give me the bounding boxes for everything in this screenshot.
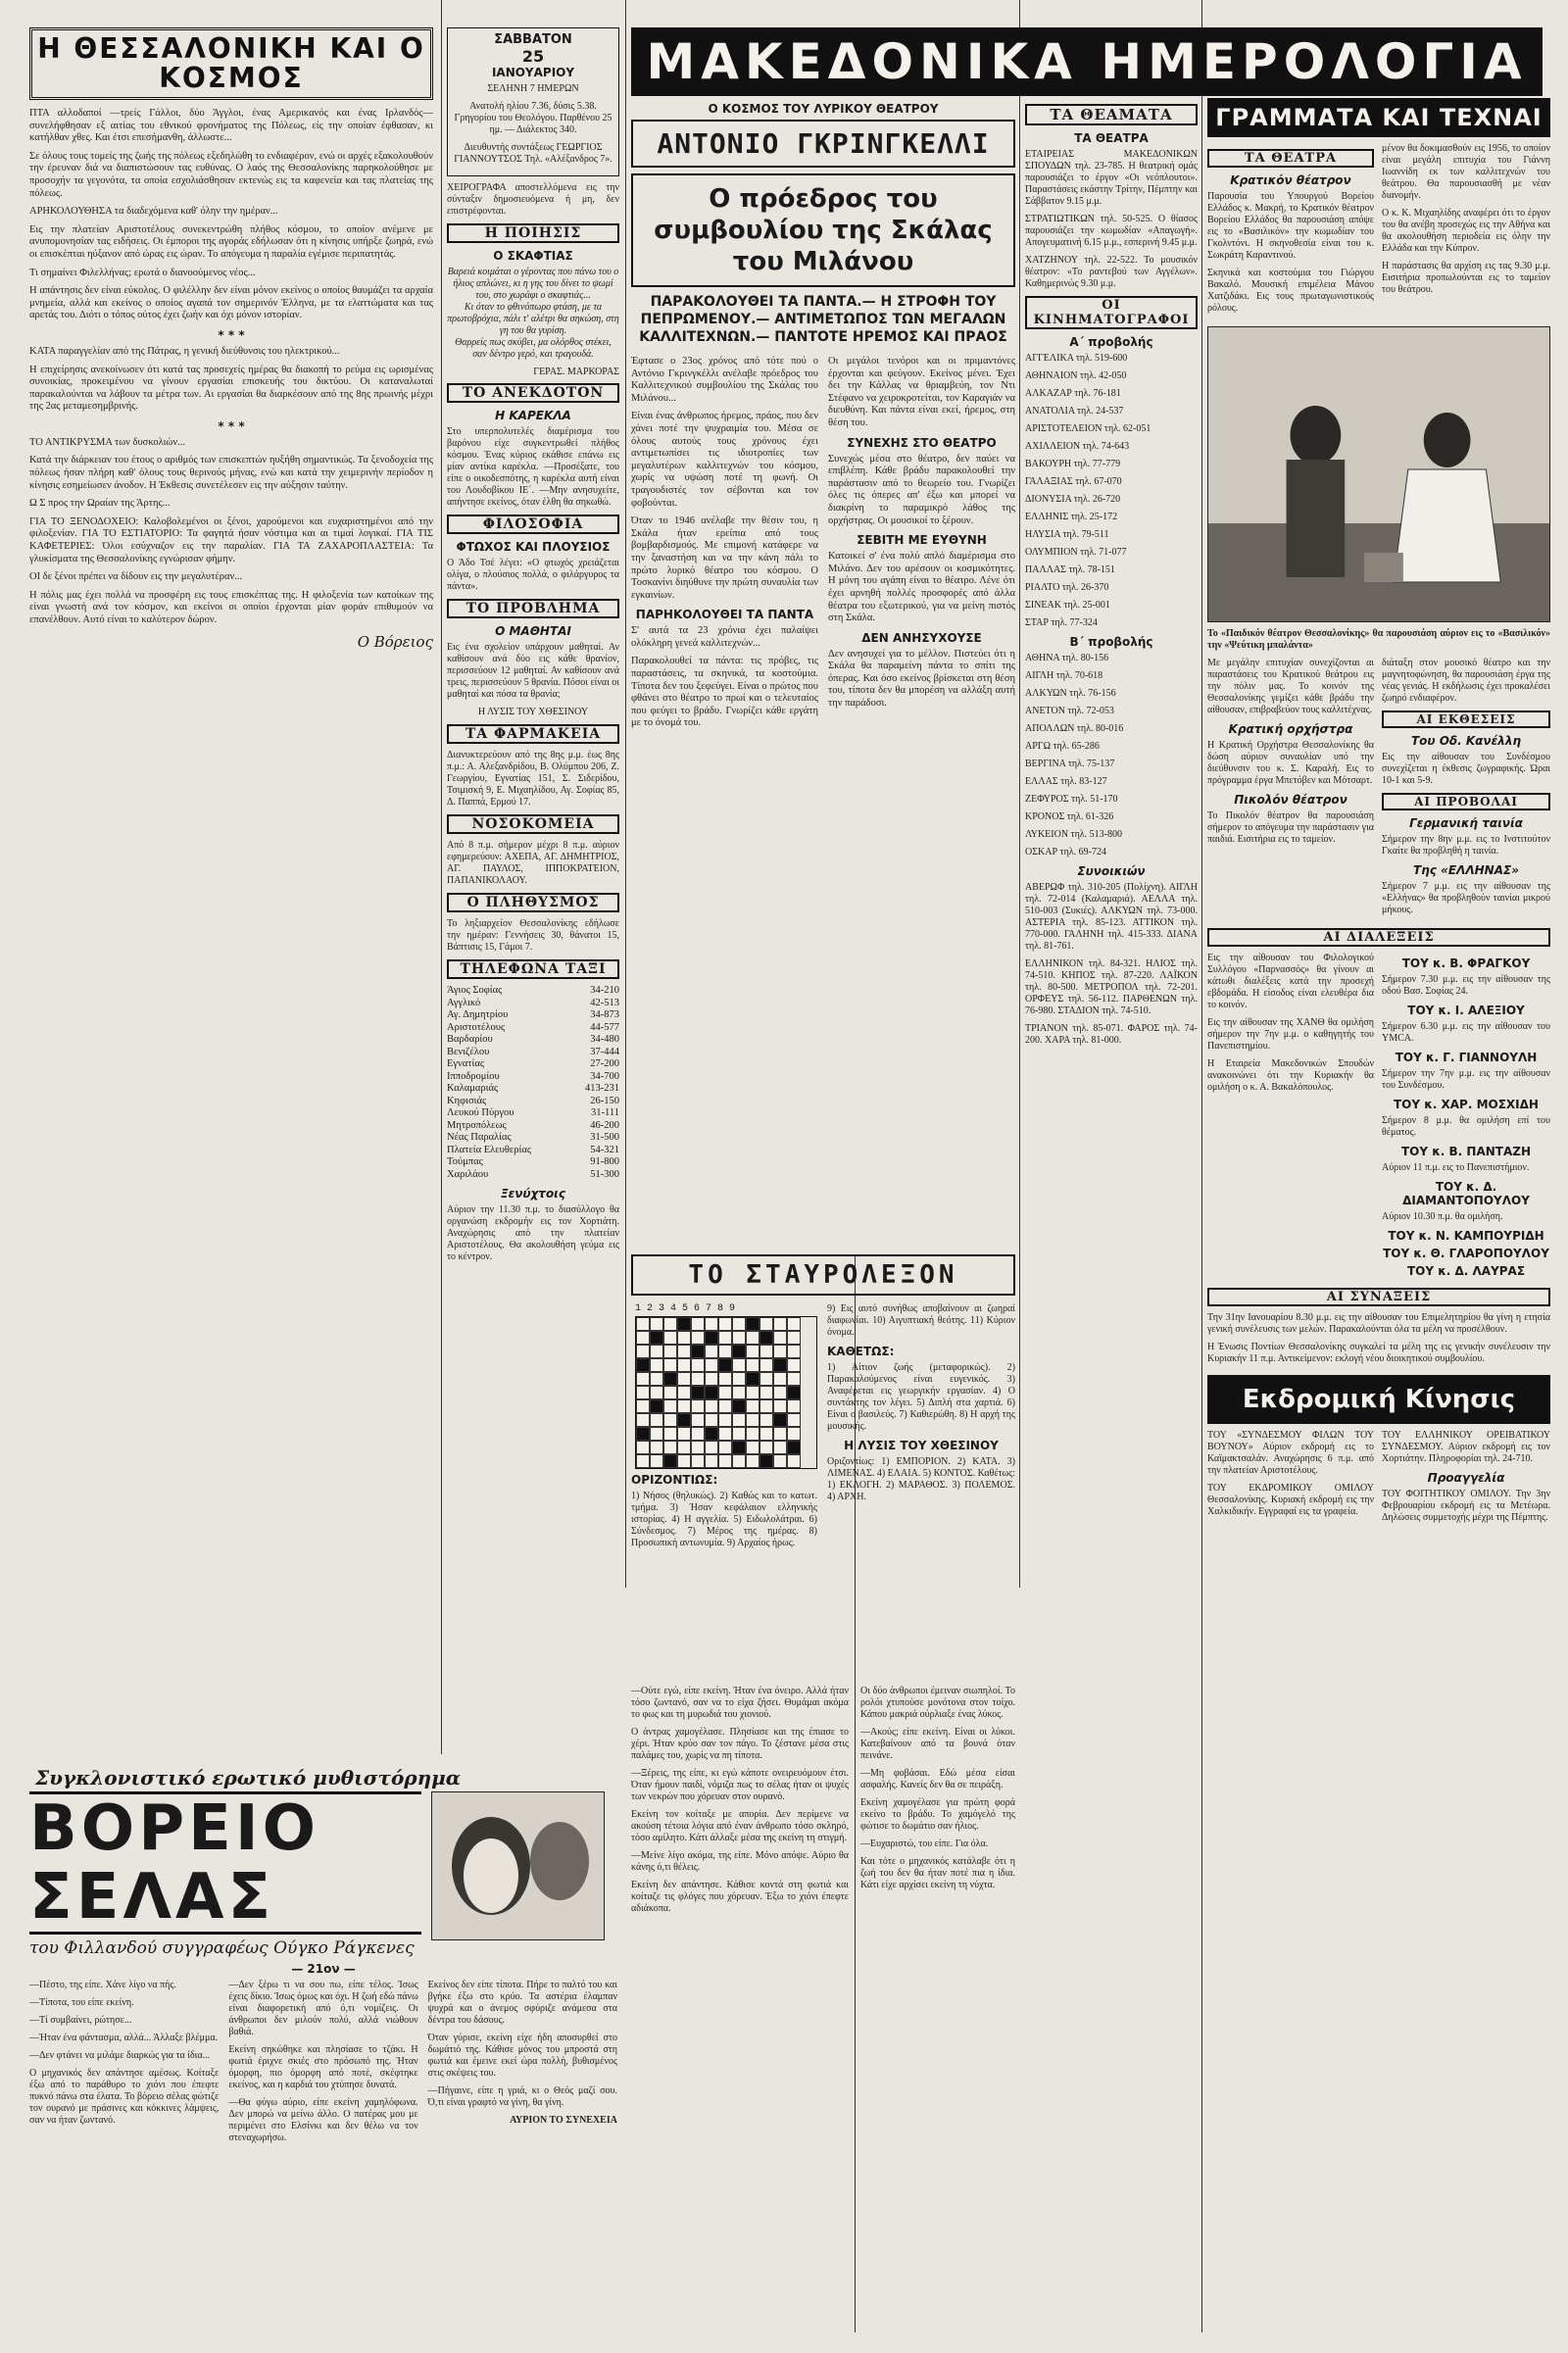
serial-line: —Πέστο, της είπε. Χάνε λίγο να πής. (29, 1980, 176, 1990)
exhibitions-heading: ΑΙ ΕΚΘΕΣΕΙΣ (1382, 711, 1550, 728)
article-paragraph-4: ΚΑΤΑ παραγγελίαν από της Πάτρας, η γενική διεύθυνσις του ηλεκτρικού... (29, 345, 340, 357)
cinema-entry: ΛΥΚΕΙΟΝ τηλ. 513-800 (1025, 829, 1122, 840)
taxi-row: Χαριλάου 51-300 (447, 1168, 619, 1180)
population-heading: Ο ΠΛΗΘΥΣΜΟΣ (447, 893, 619, 912)
article-paragraph-filler: Η πόλις μας έχει πολλά να προσφέρη εις τους επισκέπτας της. Η φιλοξενία των κατοίκων της είναι γνωστή ανά τον κόσμον, και εκείνοι οι οποίοι έρχονται μίαν φοράν επιθυμούν να επανέλθουν. Αυτό είναι το καλύτερον δώρον. (29, 589, 433, 625)
cinema-entry: ΡΙΑΛΤΟ τηλ. 26-370 (1025, 582, 1109, 593)
cinema-entry: ΟΣΚΑΡ τηλ. 69-724 (1025, 847, 1106, 858)
arts-theaters-heading: ΤΑ ΘΕΑΤΡΑ (1207, 149, 1374, 168)
cinema-entry: ΓΑΛΑΞΙΑΣ τηλ. 67-070 (1025, 476, 1122, 487)
date-box: ΣΑΒΒΑΤΟΝ 25 ΙΑΝΟΥΑΡΙΟΥ ΣΕΛΗΝΗ 7 ΗΜΕΡΩΝ Ανατολή ηλίου 7.36, δύσις 5.38. Γρηγορίου του Θεολόγου. Παρθένου 25 ημ. — Διάλεκτος 340. Διευθυντής συντάξεως ΓΕΩΡΓΙΟΣ ΓΙΑΝΝΟΥΤΣΟΣ Τηλ. «Αλέξανδρος 7». (447, 27, 619, 176)
serial-end-note: ΑΥΡΙΟΝ ΤΟ ΣΥΝΕΧΕΙΑ (510, 2115, 617, 2126)
pharmacies-heading: ΤΑ ΦΑΡΜΑΚΕΙΑ (447, 724, 619, 744)
orchestra-label: Κρατική ορχήστρα (1228, 722, 1353, 736)
lower-center-text: —Ούτε εγώ, είπε εκείνη. Ήταν ένα όνειρο. Αλλά ήταν τόσο ζωντανό, σαν να το είχα ζήσει. Θυμάμαι ακόμα το φως και τη μυρωδιά του χιονιού. Ο άντρας χαμογέλασε. Πλησίασε και της έπιασε το χέρι. Ήταν κρύο σαν τον πάγο. Το ζέστανε μέσα στις παλάμες του, χωρίς να πη τίποτα. —Ξέρεις, της είπε, κι εγώ κάποτε ονειρευόμουν έτσι. Όταν ήμουν παιδί, νόμιζα πως το σέλας ήταν οι ψυχές των νεκρών που χόρευαν στον ουρανό. Εκείνη τον κοίταξε με απορία. Δεν περίμενε να ακούση τέτοια λόγια από έναν άνθρωπο τόσο σκληρό, τόσο αμίλητο. Κάτι άλλαξε μέσα της εκείνη τη στιγμή. —Μείνε λίγο ακόμα, της είπε. Μόνο απόψε. Αύριο θα κάνης ό,τι θέλεις. Εκείνη δεν απάντησε. Κάθισε κοντά στη φωτιά και κοίταζε τις φλόγες που χόρευαν. Έξω το χιόνι έπεφτε αδιάκοπα. (631, 1686, 849, 1914)
poem-author: ΓΕΡΑΣ. ΜΑΡΚΟΡΑΣ (533, 367, 619, 377)
cinema-entry: ΑΧΙΛΛΕΙΟΝ τηλ. 74-643 (1025, 441, 1130, 452)
projection-item: Της «ΕΛΛΗΝΑΣ» (1413, 863, 1519, 877)
taxi-row: Κηφισιάς 26-150 (447, 1095, 619, 1106)
theaters-column: ΤΑ ΘΕΑΜΑΤΑ ΤΑ ΘΕΑΤΡΑ ΕΤΑΙΡΕΙΑΣ ΜΑΚΕΔΟΝΙΚΩΝ ΣΠΟΥΔΩΝ τηλ. 23-785. Η θεατρική ομάς παρουσιάζει το έργον «Οι νεόπλουτοι». Παραστάσεις εκάστην Τρίτην, Πέμπτην και Σάββατον 9.15 μ.μ. ΣΤΡΑΤΙΩΤΙΚΩΝ τηλ. 50-525. Ο θίασος παρουσιάζει την κωμωδίαν «Απαγωγή». Απογευματινή 6.15 μ.μ., εσπερινή 9.45 μ.μ. ΧΑΤΖΗΝΟΥ τηλ. 22-522. Το μουσικόν θέατρον: «Το ραντεβού των Αγγέλων». Καθημερινώς 9.30 μ.μ. ΟΙ ΚΙΝΗΜΑΤΟΓΡΑΦΟΙ Α΄ προβολής ΑΓΓΕΛΙΚΑ τηλ. 519-600 ΑΘΗΝΑΙΟΝ τηλ. 42-050 ΑΛΚΑΖΑΡ τηλ. 76-181 ΑΝΑΤΟΛΙΑ τηλ. 24-537 ΑΡΙΣΤΟΤΕΛΕΙΟΝ τηλ. 62-051 ΑΧΙΛΛΕΙΟΝ τηλ. 74-643 ΒΑΚΟΥΡΗ τηλ. 77-779 ΓΑΛΑΞΙΑΣ τηλ. 67-070 ΔΙΟΝΥΣΙΑ τηλ. 26-720 ΕΛΛΗΝΙΣ τηλ. 25-172 ΗΛΥΣΙΑ τηλ. 79-511 ΟΛΥΜΠΙΟΝ τηλ. 71-077 ΠΑΛΛΑΣ τηλ. 78-151 ΡΙΑΛΤΟ τηλ. 26-370 ΣΙΝΕΑΚ τηλ. 25-001 ΣΤΑΡ τηλ. 77-324 Β΄ προβολής ΑΘΗΝΑ τηλ. 80-156 ΑΙΓΛΗ τηλ. 70-618 ΑΛΚΥΩΝ τηλ. 76-156 ΑΝΕΤΟΝ τηλ. 72-053 ΑΠΟΛΛΩΝ τηλ. 80-016 ΑΡΓΩ τηλ. 65-286 ΒΕΡΓΙΝΑ τηλ. 75-137 ΕΛΛΑΣ τηλ. 83-127 ΖΕΦΥΡΟΣ τηλ. 51-170 ΚΡΟΝΟΣ τηλ. 61-326 ΛΥΚΕΙΟΝ τηλ. 513-800 ΟΣΚΑΡ τηλ. 69-724 Συνοικιών ΑΒΕΡΩΦ τηλ. 310-205 (Πολίχνη). ΑΙΓΛΗ τηλ. 72-014 (Καλαμαριά). ΑΕΛΛΑ τηλ. 510-003 (Συκιές). ΑΛΚΥΩΝ τηλ. 73-000. ΑΣΤΕΡΙΑ τηλ. 85-123. ΑΤΤΙΚΟΝ τηλ. 770-000. ΓΑΛΗΝΗ τηλ. 415-333. ΔΙΑΝΑ τηλ. 81-761. ΕΛΛΗΝΙΚΟΝ τηλ. 84-321. ΗΛΙΟΣ τηλ. 74-510. ΚΗΠΟΣ τηλ. 87-220. ΛΑΪΚΟΝ τηλ. 80-500. ΜΕΤΡΟΠΟΛ τηλ. 72-201. ΟΡΦΕΥΣ τηλ. 56-112. ΠΑΡΘΕΝΩΝ τηλ. 76-980. ΣΤΑΔΙΟΝ τηλ. 74-510. ΤΡΙΑΝΟΝ τηλ. 85-071. ΦΑΡΟΣ τηλ. 74-200. ΧΑΡΑ τηλ. 81-000. (1025, 106, 1198, 1046)
article-paragraph-filler: Η απάντησις δεν είναι εύκολος. Ο φιλέλλην δεν είναι μόνον εκείνος ο οποίος θαυμάζει τα αρχαία μνημεία, αλλά και εκείνος ο οποίος αγαπά τον σημερινόν Έλληνα, με τα ελαττώματα και τας αρετάς του. Διότι ο τόπος ούτος έχει ζωήν και όχι μόνον ιστορίαν. (29, 285, 433, 321)
first-run-heading: Α΄ προβολής (1069, 335, 1153, 349)
serial-line: —Ήταν ένα φάντασμα, αλλά... Άλλαξε βλέμμα. (29, 2033, 219, 2043)
feature-deck: ΠΑΡΑΚΟΛΟΥΘΕΙ ΤΑ ΠΑΝΤΑ.— Η ΣΤΡΟΦΗ ΤΟΥ ΠΕΠΡΩΜΕΝΟΥ.— ΑΝΤΙΜΕΤΩΠΟΣ ΤΩΝ ΜΕΓΑΛΩΝ ΚΑΛΛΙΤΕΧΝΩΝ.— ΠΑΝΤΟΤΕ ΗΡΕΜΟΣ ΚΑΙ ΠΡΑΟΣ (639, 294, 1007, 345)
taxi-row: Τούμπας 91-800 (447, 1156, 619, 1167)
serial-line: —Τί συμβαίνει, ρώτησε... (29, 2015, 132, 2026)
serial-section: Συγκλονιστικό ερωτικό μυθιστόρημα ΒΟΡΕΙΟ ΣΕΛΑΣ του Φιλλανδού συγγραφέως Ούγκο Ράγκενες — 21ον — —Πέστο, της είπε. Χάνε λίγο να πής. —Τίποτα, του είπε εκείνη. —Τί συμβαίνει, ρώτησε... —Ήταν ένα φάντασμα, αλλά... Άλλαξε βλέμμα. —Δεν φτάνει να μιλάμε διαρκώς για τα ίδια... Ο μηχανικός δεν απάντησε αμέσως. Κοίταξε έξω από το παράθυρο το χιόνι που έπεφτε πυκνό πάνω στα έλατα. Το βόρειο σέλας φώτιζε τον ουρανό με πράσινες και κόκκινες λάμψεις, σαν να ήταν ζωντανό. —Δεν ξέρω τι να σου πω, είπε τέλος. Ίσως έχεις δίκιο. Ίσως όμως και όχι. Η ζωή εδώ πάνω είναι διαφορετική από ό,τι νομίζεις. Οι άνθρωποι δεν μιλούν πολύ, αλλά νιώθουν βαθιά. Εκείνη σηκώθηκε και πλησίασε το τζάκι. Η φωτιά έριχνε σκιές στο πρόσωπό της. Ήταν όμορφη, πιο όμορφη από ποτέ, σκέφτηκε εκείνος, και η καρδιά του χτύπησε δυνατά. —Θα φύγω αύριο, είπε εκείνη χαμηλόφωνα. Δεν μπορώ να μείνω άλλο. Ο πατέρας μου με περιμένει στο Ελσίνκι και δεν θέλω να τον στεναχωρήσω. Εκείνος δεν είπε τίποτα. Πήρε το παλτό του και βγήκε έξω στο κρύο. Τα αστέρια έλαμπαν ψυχρά και ο άνεμος σφύριζε ανάμεσα στα δέντρα του δάσους. Όταν γύρισε, εκείνη είχε ήδη αποσυρθεί στο δωμάτιό της. Κάθισε μόνος του μπροστά στη φωτιά και έμεινε εκεί ώρα πολλή, βυθισμένος στις σκέψεις του. —Πήγαινε, είπε η γριά, κι ο Θεός μαζί σου. Ό,τι είναι γραφτό να γίνη, θα γίνη. ΑΥΡΙΟΝ ΤΟ ΣΥΝΕΧΕΙΑ (29, 1766, 617, 2143)
date-day: ΣΑΒΒΑΤΟΝ (494, 32, 572, 47)
cinema-entry: ΣΙΝΕΑΚ τηλ. 25-001 (1025, 600, 1110, 611)
feature-kicker: Ο ΚΟΣΜΟΣ ΤΟΥ ΛΥΡΙΚΟΥ ΘΕΑΤΡΟΥ (708, 102, 939, 116)
feature-headline: Ο πρόεδρος του συμβουλίου της Σκάλας του Μιλάνου (654, 184, 993, 276)
piccolo-label: Πικολόν θέατρον (1234, 793, 1348, 807)
moon-info: ΣΕΛΗΝΗ 7 ΗΜΕΡΩΝ (487, 83, 579, 94)
article-signature: Ο Βόρειος (357, 632, 433, 651)
suburbs-heading: Συνοικιών (1077, 864, 1146, 878)
serial-illustration (431, 1791, 605, 1940)
cinema-entry: ΑΝΕΤΟΝ τηλ. 72-053 (1025, 706, 1114, 716)
taxi-row: Αγγλικό 42-513 (447, 997, 619, 1008)
left-column: Η ΘΕΣΣΑΛΟΝΙΚΗ ΚΑΙ Ο ΚΟΣΜΟΣ ΠΤΑ αλλοδαποί —τρείς Γάλλοι, δύο Άγγλοι, ένας Αμερικανός και ένας Ιρλανδός— συνελήφθησαν εξ αιτίας του εθνικού φρονήματος της Πόλεως, είς την οποίαν έφθασαν, κι κατήλθαν χθες. Και έτσι επεσήμανθη, άλλωστε... Σε όλους τους τομείς της ζωής της πόλεως εξεδηλώθη το ενδιαφέρον, ενώ οι αρχές εξακολουθούν την έρευναν διά να διαπιστώσουν τας ευθύνας. Ο λαός της Θεσσαλονίκης παρηκολούθησε με προσοχήν τα γεγονότα, τα οποία εσχολιάσθησαν εκτενώς εις τα καφενεία και τας πλατείας της πόλεως. ΑΡΗΚΟΛΟΥΘΗΣΑ τα διαδεχόμενα καθ' όλην την ημέραν... Εις την πλατείαν Αριστοτέλους συνεκεντρώθη πλήθος κόσμου, το οποίον ανέμενε με ανυπομονησίαν τας ειδήσεις. Οι έμποροι της αγοράς εδήλωσαν ότι η κίνησις υπήρξε ζωηρά, ενώ οι επισκέπται ηύξανον από ώρας εις ώραν. Το απόγευμα η παραλία εγέμισε περιπατητάς. Τι σημαίνει Φιλελλήνας; ερωτά ο διανοούμενος νέος... Η απάντησις δεν είναι εύκολος. Ο φιλέλλην δεν είναι μόνον εκείνος ο οποίος θαυμάζει τα αρχαία μνημεία, αλλά και εκείνος ο οποίος αγαπά τον σημερινόν Έλληνα, με τα ελαττώματα και τας αρετάς του. Διότι ο τόπος ούτος έχει ζωήν και όχι μόνον ιστορίαν. * * * ΚΑΤΑ παραγγελίαν από της Πάτρας, η γενική διεύθυνσις του ηλεκτρικού... Η επιχείρησις ανεκοίνωσεν ότι κατά τας προσεχείς ημέρας θα διακοπή το ρεύμα εις ωρισμένας συνοικίας, προκειμένου να γίνουν εργασίαι επισκευής του δικτύου. Οι καταναλωταί παρακαλούνται να λάβουν τα μέτρα των. Αι εργασίαι θα διαρκέσουν από της 8ης πρωινής μέχρι της 2ας μεταμεσημβρινής. * * * ΤΟ ΑΝΤΙΚΡΥΣΜΑ των δυσκολιών... Κατά την διάρκειαν του έτους ο αριθμός των επισκεπτών ηυξήθη σημαντικώς. Τα ξενοδοχεία της πόλεως ήσαν πλήρη καθ' όλους τους θερινούς μήνας, ενώ και κατά την χειμερινήν περίοδον η κίνησις εσημείωσεν άνοδον. Η Έκθεσις συνετέλεσεν εις την αύξησιν ταύτην. Ω Σ προς την Ωραίαν της Άρτης... ΓΙΑ ΤΟ ΞΕΝΟΔΟΧΕΙΟ: Καλοβολεμένοι οι ξένοι, χαρούμενοι και ευχαριστημένοι από την φιλοξενίαν. ΓΙΑ ΤΟ ΕΣΤΙΑΤΟΡΙΟ: Τα φαγητά ήσαν νόστιμα και αι τιμαί λογικαί. ΓΙΑ ΤΙΣ ΚΑΦΕΤΕΡΙΕΣ: Όλοι εσύχναζον εις την παραλίαν. ΓΙΑ ΤΑ ΖΑΧΑΡΟΠΛΑΣΤΕΙΑ: Τα γλυκίσματα της Θεσσαλονίκης εγνώρισαν φήμην. ΟΙ δε ξένοι πρέπει να δίδουν εις την μεγαλυτέραν... Η πόλις μας έχει πολλά να προσφέρη εις τους επισκέπτας της. Η φιλοξενία των κατοίκων της είναι γνωστή ανά τον κόσμον, και εκείνοι οι οποίοι έρχονται μίαν φοράν επιθυμούν να επανέλθουν. Αυτό είναι το καλύτερον δώρον. Ο Βόρειος (29, 27, 433, 1752)
taxi-row: Εγνατίας 27-200 (447, 1058, 619, 1069)
poetry-heading: Η ΠΟΙΗΣΙΣ (447, 223, 619, 243)
lecturer-name: ΤΟΥ κ. Δ. ΔΙΑΜΑΝΤΟΠΟΥΛΟΥ (1402, 1180, 1530, 1207)
feature-subhead: ΠΑΡΗΚΟΛΟΥΘΕΙ ΤΑ ΠΑΝΤΑ (635, 608, 814, 622)
article-paragraph-5: ΤΟ ΑΝΤΙΚΡΥΣΜΑ των δυσκολιών... (29, 436, 185, 448)
lower-center-text-2: Οι δύο άνθρωποι έμειναν σιωπηλοί. Το ρολόι χτυπούσε μονότονα στον τοίχο. Κάπου μακριά ούρλιαξε ένας λύκος. —Ακούς; είπε εκείνη. Είναι οι λύκοι. Κατεβαίνουν από τα βουνά όταν πεινάνε. —Μη φοβάσαι. Εδώ μέσα είσαι ασφαλής. Κανείς δεν θα σε πειράξη. Εκείνη χαμογέλασε για πρώτη φορά εκείνο το βράδυ. Το χαμόγελό της φώτισε το δωμάτιο σαν ήλιος. —Ευχαριστώ, του είπε. Για όλα. Και τότε ο μηχανικός κατάλαβε ότι η ζωή του δεν θα ήταν ποτέ πια η ίδια. Κάτι είχε αρχίσει εκείνη τη νύχτα. (860, 1686, 1015, 1890)
article-paragraph-3: Τι σημαίνει Φιλελλήνας; ερωτά ο διανοούμενος νέος... (29, 267, 256, 278)
problem-subtitle: Ο ΜΑΘΗΤΑΙ (495, 624, 571, 638)
second-run-heading: Β΄ προβολής (1069, 635, 1153, 649)
lecturer-name: ΤΟΥ κ. Β. ΠΑΝΤΑΖΗ (1401, 1145, 1531, 1158)
cinema-entry: ΑΓΓΕΛΙΚΑ τηλ. 519-600 (1025, 353, 1128, 364)
article-paragraph-filler: Εις την πλατείαν Αριστοτέλους συνεκεντρώθη πλήθος κόσμου, το οποίον ανέμενε με ανυπομονησίαν τας ειδήσεις. Οι έμποροι της αγοράς εδήλωσαν ότι η κίνησις υπήρξε ζωηρά, ενώ οι επισκέπται ηύξανον από ώρας εις ώραν. Το απόγευμα η παραλία εγέμισε περιπατητάς. (29, 223, 433, 260)
cinema-entry: ΑΡΙΣΤΟΤΕΛΕΙΟΝ τηλ. 62-051 (1025, 423, 1152, 434)
anecdote-heading: ΤΟ ΑΝΕΚΔΟΤΟΝ (447, 383, 619, 403)
night-note: Ξενύχτοις (501, 1187, 565, 1201)
lectures-heading: ΑΙ ΔΙΑΛΕΞΕΙΣ (1207, 928, 1550, 947)
philosophy-heading: ΦΙΛΟΣΟΦΙΑ (447, 515, 619, 534)
cinema-entry: ΒΕΡΓΙΝΑ τηλ. 75-137 (1025, 759, 1115, 769)
date-month: ΙΑΝΟΥΑΡΙΟΥ (491, 66, 575, 79)
cinema-entry: ΚΡΟΝΟΣ τηλ. 61-326 (1025, 811, 1114, 822)
taxi-row: Βενιζέλου 37-444 (447, 1046, 619, 1057)
serial-kicker: Συγκλονιστικό ερωτικό μυθιστόρημα (35, 1766, 462, 1789)
crossword-heading: ΤΟ ΣΤΑΥΡΟΛΕΞΟΝ (631, 1254, 1015, 1296)
solution-heading: Η ΛΥΣΙΣ ΤΟΥ ΧΘΕΣΙΝΟΥ (844, 1439, 999, 1452)
vertical-heading: ΚΑΘΕΤΩΣ: (827, 1345, 895, 1358)
cinema-entry: ΟΛΥΜΠΙΟΝ τηλ. 71-077 (1025, 547, 1127, 558)
article-paragraph-6: Ω Σ προς την Ωραίαν της Άρτης... (29, 498, 171, 510)
horizontal-heading: ΟΡΙΖΟΝΤΙΩΣ: (631, 1473, 718, 1487)
serial-title: ΒΟΡΕΙΟ ΣΕΛΑΣ (29, 1791, 421, 1935)
cinema-entry: ΑΛΚΥΩΝ τηλ. 76-156 (1025, 688, 1116, 699)
thessaloniki-headline: Η ΘΕΣΣΑΛΟΝΙΚΗ ΚΑΙ Ο ΚΟΣΜΟΣ (29, 27, 433, 100)
photo-caption: Το «Παιδικόν θέατρον Θεσσαλονίκης» θα παρουσιάση αύριον εις το «Βασιλικόν» την «Ψεύτικη μπαλάντα» (1207, 628, 1550, 651)
article-paragraph-1: ΠΤΑ αλλοδαποί —τρείς Γάλλοι, δύο Άγγλοι, ένας Αμερικανός και ένας Ιρλανδός— συνελήφθησαν εξ αιτίας του εθνικού φρονήματος της Πόλεως, είς την οποίαν έφθασαν, κι κατήλθαν χθες. Και έτσι επεσήμανθη, άλλωστε... (29, 108, 433, 144)
lecturer-name: ΤΟΥ κ. Β. ΦΡΑΓΚΟΥ (1401, 956, 1531, 970)
lecturer-name: ΤΟΥ κ. Θ. ΓΛΑΡΟΠΟΥΛΟΥ (1383, 1247, 1549, 1260)
arts-banner: ΓΡΑΜΜΑΤΑ ΚΑΙ ΤΕΧΝΑΙ (1207, 98, 1550, 137)
cinema-entry: ΖΕΦΥΡΟΣ τηλ. 51-170 (1025, 794, 1118, 805)
serial-episode: — 21ον — (291, 1962, 356, 1976)
cinema-entry: ΑΙΓΛΗ τηλ. 70-618 (1025, 670, 1103, 681)
arts-column: ΓΡΑΜΜΑΤΑ ΚΑΙ ΤΕΧΝΑΙ ΤΑ ΘΕΑΤΡΑ Κρατικόν θέατρον Παρουσία του Υπουργού Βορείου Ελλάδος κ. Μακρή, το Κρατικόν θέατρον Βορείου Ελλάδος θα παρουσιάση απόψε εις το «Βασιλικόν» την κωμωδίαν του Γκολντόνι. Η σκηνοθεσία είναι του κ. Σωκράτη Καραντινού. Σκηνικά και κοστούμια του Γιώργου Βακαλό. Μουσική επιμέλεια Μάνου Χατζιδάκι. Εις τους πρωταγωνιστικούς ρόλους. μένον θα δοκιμασθούν εις 1956, το οποίον είναι μεγάλη επιτυχία του Γιάννη Ιωαννίδη εκ των καλλιτεχνών του θεάτρου. Θα παρουσιασθή με νέαν διανομήν. Ο κ. Κ. Μιχαηλίδης αναφέρει ότι το έργον του θα ανέβη προσεχώς εις την Αθήνα και θα ακολουθήση περιοδεία εις όλην την Ελλάδα και την Κύπρον. Η παράστασις θα αρχίση εις τας 9.30 μ.μ. Εισιτήρια προπωλούνται εις το ταμείον του θεάτρου. Το «Παιδικόν θέατρον Θεσσαλονίκης» θα παρουσιάση αύριον εις το «Βασιλικόν» την «Ψεύτικη μπαλάντα» Με μεγάλην επιτυχίαν συνεχίζονται αι παραστάσεις του Κρατικού θεάτρου εις την πόλιν μας. Το κοινόν της Θεσσαλονίκης γεμίζει κάθε βράδυ την αίθουσαν, επιβραβεύον τους καλλιτέχνας. Κρατική ορχήστρα Η Κρατική Ορχήστρα Θεσσαλονίκης θα δώση αύριον συναυλίαν υπό την διεύθυνσιν του κ. Σ. Καραλή. Εις το πρόγραμμα έργα Μπετόβεν και Μότσαρτ. Πικολόν θέατρον Το Πικολόν θέατρον θα παρουσιάση σήμερον το απόγευμα την παράστασιν για παιδιά. Εισιτήρια εις το ταμείον. διάταξη στον μουσικό θέατρο και την μαγνητοφώνηση, θα παρουσιάση έργα της νέας γενιάς. Η εκδήλωσις έχει προκαλέσει ζωηρό ενδιαφέρον. ΑΙ ΕΚΘΕΣΕΙΣ Του Οδ. Κανέλλη Εις την αίθουσαν του Συνδέσμου συνεχίζεται η έκθεσις ζωγραφικής. Ώραι 10-1 και 5-9. ΑΙ ΠΡΟΒΟΛΑΙ Γερμανική ταινία Σήμερον την 8ην μ.μ. εις το Ινστιτούτον Γκαίτε θα προβληθή η ταινία. Της «ΕΛΛΗΝΑΣ» Σήμερον 7 μ.μ. εις την αίθουσαν της «Ελλήνας» θα προβληθούν ταινίαι μικρού μήκους. ΑΙ ΔΙΑΛΕΞΕΙΣ Εις την αίθουσαν του Φιλολογικού Συλλόγου «Παρνασσός» θα γίνουν αι κάτωθι διαλέξεις κατά την προσεχή εβδομάδα. Η είσοδος είναι ελευθέρα δια το κοινόν. Εις την αίθουσαν της ΧΑΝΘ θα ομιλήση σήμερον την 7ην μ.μ. ο καθηγητής του Πανεπιστημίου. Η Εταιρεία Μακεδονικών Σπουδών ανακοινώνει ότι την Κυριακήν θα ομιλήση ο κ. Α. Βακαλόπουλος. ΤΟΥ κ. Β. ΦΡΑΓΚΟΥ Σήμερον 7.30 μ.μ. εις την αίθουσαν της οδού Βασ. Σοφίας 24. ΤΟΥ κ. Ι. ΑΛΕΞΙΟΥ Σήμερον 6.30 μ.μ. εις την αίθουσαν του ΥΜCA. ΤΟΥ κ. Γ. ΓΙΑΝΝΟΥΛΗ Σήμερον την 7ην μ.μ. εις την αίθουσαν του Συνδέσμου. ΤΟΥ κ. ΧΑΡ. ΜΟΣΧΙΔΗ Σήμερον 8 μ.μ. θα ομιλήση επί του θέματος. ΤΟΥ κ. Β. ΠΑΝΤΑΖΗ Αύριον 11 π.μ. εις το Πανεπιστήμιον. ΤΟΥ κ. Δ. ΔΙΑΜΑΝΤΟΠΟΥΛΟΥ Αύριον 10.30 π.μ. θα ομιλήση. ΤΟΥ κ. Ν. ΚΑΜΠΟΥΡΙΔΗ ΤΟΥ κ. Θ. ΓΛΑΡΟΠΟΥΛΟΥ ΤΟΥ κ. Δ. ΛΑΥΡΑΣ ΑΙ ΣΥΝΑΞΕΙΣ Την 31ην Ιανουαρίου 8.30 μ.μ. εις την αίθουσαν του Επιμελητηρίου θα γίνη η ετησία γενική συνέλευσις των μελών. Παρακαλούνται όλα τα μέλη να προσέλθουν. Η Ένωσις Ποντίων Θεσσαλονίκης συγκαλεί τα μέλη της εις γενικήν συνέλευσιν την Κυριακήν 11 π.μ. Αντικείμενον: εκλογή νέου διοικητικού συμβουλίου. Εκδρομική Κίνησις ΤΟΥ «ΣΥΝΔΕΣΜΟΥ ΦΙΛΩΝ ΤΟΥ ΒΟΥΝΟΥ» Αύριον εκδρομή εις το Καϊμακτσαλάν. Αναχώρησις 6 π.μ. από την πλατείαν Αριστοτέλους. ΤΟΥ ΕΚΔΡΟΜΙΚΟΥ ΟΜΙΛΟΥ Θεσσαλονίκης. Κυριακή εκδρομή εις την Χαλκιδικήν. Εγγραφαί εις τα γραφεία. ΤΟΥ ΕΛΛΗΝΙΚΟΥ ΟΡΕΙΒΑΤΙΚΟΥ ΣΥΝΔΕΣΜΟΥ. Αύριον εκδρομή εις τον Χορτιάτην. Πληροφορίαι τηλ. 24-710. Προαγγελία ΤΟΥ ΦΟΙΤΗΤΙΚΟΥ ΟΜΙΛΟΥ. Την 3ην Φεβρουαρίου εκδρομή εις τα Μετέωρα. Δηλώσεις συμμετοχής μέχρι της Πέμπτης. (1207, 98, 1550, 2332)
info-column: ΣΑΒΒΑΤΟΝ 25 ΙΑΝΟΥΑΡΙΟΥ ΣΕΛΗΝΗ 7 ΗΜΕΡΩΝ Ανατολή ηλίου 7.36, δύσις 5.38. Γρηγορίου του Θεολόγου. Παρθένου 25 ημ. — Διάλεκτος 340. Διευθυντής συντάξεως ΓΕΩΡΓΙΟΣ ΓΙΑΝΝΟΥΤΣΟΣ Τηλ. «Αλέξανδρος 7». ΧΕΙΡΟΓΡΑΦΑ αποστελλόμενα εις την σύνταξιν δημοσιευόμενα ή μη, δεν επιστρέφονται. Η ΠΟΙΗΣΙΣ Ο ΣΚΑΦΤΙΑΣ Βαρειά κοιμάται ο γέροντας που πάνω του ο ήλιος απλώνει, κι η γης του δίνει το ψωμί του, στο χωράφι ο σκαφτιάς... Κι όταν το φθινόπωρο φτάση, με τα πρωτοβρόχια, πάλι τ' αλέτρι θα σηκώση, στη γη του θα γυρίση. Θαρρείς πως σκύβει, μα ολόρθος στέκει, σαν δέντρο γερό, και τραγουδά. ΓΕΡΑΣ. ΜΑΡΚΟΡΑΣ ΤΟ ΑΝΕΚΔΟΤΟΝ Η ΚΑΡΕΚΛΑ Στο υπερπολυτελές διαμέρισμα του βαρόνου είχε συγκεντρωθεί πλήθος κόσμου. Ένας κύριος εκάθισε επάνω εις μίαν αντίκα καρέκλα. —Προσέξατε, του είπε ο οικοδεσπότης, η καρέκλα αυτή είναι του Λουδοβίκου ΙΕ΄. —Μην ανησυχείτε, απήντησε εκείνος, όταν έλθη θα σηκωθώ. ΦΙΛΟΣΟΦΙΑ ΦΤΩΧΟΣ ΚΑΙ ΠΛΟΥΣΙΟΣ Ο Άδο Τσέ λέγει: «Ο φτωχός χρειάζεται ολίγα, ο πλούσιος πολλά, ο φιλάργυρος τα πάντα». ΤΟ ΠΡΟΒΛΗΜΑ Ο ΜΑΘΗΤΑΙ Εις ένα σχολείον υπάρχουν μαθηταί. Αν καθίσουν ανά δύο εις κάθε θρανίον, περισσεύουν 12 μαθηταί. Αν καθίσουν ανά τρεις, περισσεύουν 5 θρανία. Πόσοι είναι οι μαθηταί και πόσα τα θρανία; Η ΛΥΣΙΣ ΤΟΥ ΧΘΕΣΙΝΟΥ ΤΑ ΦΑΡΜΑΚΕΙΑ Διανυκτερεύουν από της 8ης μ.μ. έως 8ης π.μ.: Α. Αλεξανδρίδου, Β. Ολύμπου 206, Ζ. Γεωργίου, Εγνατίας 151, Σ. Σιδερίδου, Τσιμισκή 9, Ε. Μιχαηλίδου, Αγ. Σοφίας 85, Δ. Παππά, Ερμού 17. ΝΟΣΟΚΟΜΕΙΑ Από 8 π.μ. σήμερον μέχρι 8 π.μ. αύριον εφημερεύουν: ΑΧΕΠΑ, ΑΓ. ΔΗΜΗΤΡΙΟΣ, ΑΓ. ΠΑΥΛΟΣ, ΙΠΠΟΚΡΑΤΕΙΟΝ, ΠΑΠΑΝΙΚΟΛΑΟΥ. Ο ΠΛΗΘΥΣΜΟΣ Το ληξιαρχείον Θεσσαλονίκης εδήλωσε την ημέραν: Γεννήσεις 30, θάνατοι 15, Βάπτισις 15, Γάμοι 7. ΤΗΛΕΦΩΝΑ ΤΑΞΙ Άγιος Σοφίας 34-210 Αγγλικό 42-513 Αγ. Δημητρίου 34-873 Αριστοτέλους 44-577 Βαρδαρίου 34-480 Βενιζέλου 37-444 Εγνατίας 27-200 Ιπποδρομίου 34-700 Καλαμαριάς 413-231 Κηφισιάς 26-150 Λευκού Πύργου 31-111 Μητροπόλεως 46-200 Νέας Παραλίας 31-500 Πλατεία Ελευθερίας 54-321 Τούμπας 91-800 Χαριλάου 51-300 Ξενύχτοις Αύριον την 11.30 π.μ. το διασύλλογο θα οργανώση εκδρομήν εις τον Χορτιάτη. Αναχώρησις από την πλατείαν Αριστοτέλους. Θα ακολουθήση γεύμα εις το κέντρον. (447, 27, 619, 1752)
announcements-label: Προαγγελία (1427, 1471, 1505, 1485)
cinema-entry: ΔΙΟΝΥΣΙΑ τηλ. 26-720 (1025, 494, 1121, 505)
portrait-icon (432, 1792, 604, 1939)
anecdote-subtitle: Η ΚΑΡΕΚΛΑ (495, 409, 571, 422)
poem-title: Ο ΣΚΑΦΤΙΑΣ (493, 249, 573, 263)
feature-subhead: ΔΕΝ ΑΝΗΣΥΧΟΥΣΕ (861, 630, 982, 645)
hospitals-heading: ΝΟΣΟΚΟΜΕΙΑ (447, 814, 619, 834)
taxi-heading: ΤΗΛΕΦΩΝΑ ΤΑΞΙ (447, 959, 619, 979)
cinema-entry: ΑΡΓΩ τηλ. 65-286 (1025, 741, 1100, 752)
taxi-row: Νέας Παραλίας 31-500 (447, 1132, 619, 1143)
serial-line: —Δεν φτάνει να μιλάμε διαρκώς για τα ίδια... (29, 2050, 211, 2061)
feature-column: Ο ΚΟΣΜΟΣ ΤΟΥ ΛΥΡΙΚΟΥ ΘΕΑΤΡΟΥ ΑΝΤΟΝΙΟ ΓΚΡΙΝΓΚΕΛΛΙ Ο πρόεδρος του συμβουλίου της Σκάλας του Μιλάνου ΠΑΡΑΚΟΛΟΥΘΕΙ ΤΑ ΠΑΝΤΑ.— Η ΣΤΡΟΦΗ ΤΟΥ ΠΕΠΡΩΜΕΝΟΥ.— ΑΝΤΙΜΕΤΩΠΟΣ ΤΩΝ ΜΕΓΑΛΩΝ ΚΑΛΛΙΤΕΧΝΩΝ.— ΠΑΝΤΟΤΕ ΗΡΕΜΟΣ ΚΑΙ ΠΡΑΟΣ Έφτασε ο 23ος χρόνος από τότε πού ο Αντόνιο Γκρινγκέλλι ανέλαβε πρόεδρος του Καλλιτεχνικού συμβουλίου της Σκάλας του Μιλάνου... Είναι ένας άνθρωπος ήρεμος, πράος, που δεν χάνει ποτέ την ψυχραιμία του. Μέσα σε όλους αυτούς τους χρόνους έχει αντιμετωπίσει τις ιδιοτροπίες των μεγαλυτέρων καλλιτεχνών του κόσμου, χωρίς να υψώση ποτέ τη φωνή. Οι τραγουδιστές τον σέβονται και τον φοβούνται. Όταν το 1946 ανέλαβε την θέσιν του, η Σκάλα ήταν ερείπια από τους βομβαρδισμούς. Με επιμονή κατάφερε να την ξαναστήση και να την κάνη πάλι το πρώτο λυρικό θέατρο του κόσμου. Ο Τοσκανίνι διηύθυνε την πρώτη συναυλία των εγκαινίων. ΠΑΡΗΚΟΛΟΥΘΕΙ ΤΑ ΠΑΝΤΑ Σ' αυτά τα 23 χρόνια έχει παλαίψει ολόκληρη γενεά καλλιτεχνών... Παρακολουθεί τα πάντα: τις πρόβες, τις παραστάσεις, τα σκηνικά, τα κοστούμια. Τίποτα δεν του ξεφεύγει. Είναι ο πρώτος που φθάνει στο θέατρο το πρωί και ο τελευταίος που φεύγει το βράδυ. Γνωρίζει κάθε εργάτη με το όνομά του. Οι μεγάλοι τενόροι και οι πριμαντόνες έρχονται και φεύγουν. Εκείνος μένει. Έχει δει την Κάλλας να θριαμβεύη, τον Ντι Στέφανο να χειροκροτείται, τον Καραγιάν να διευθύνη. Και πάντα είναι εκεί, ήρεμος, στη θέση του. ΣΥΝΕΧΗΣ ΣΤΟ ΘΕΑΤΡΟ Συνεχώς μέσα στο θέατρο, δεν παύει να επιβλέπη. Κάθε βράδυ παρακολουθεί την παράστασιν από το θεωρείο του. Γνωρίζει όλες τις όπερες απ' έξω και μπορεί να διακρίνη το παραμικρό λάθος της ορχήστρας. Οι μουσικοί το ξέρουν. ΣΕΒΙΤΗ ΜΕ ΕΥΘΥΝΗ Κατοικεί σ' ένα πολύ απλό διαμέρισμα στο Μιλάνο. Δεν του αρέσουν οι κοσμικότητες. Η μόνη του αγάπη είναι το θέατρο. Λένε ότι έχει αρνηθή πολλές προσφορές από άλλα θέατρα του εξωτερικού, για να μείνη πιστός στη Σκάλα. ΔΕΝ ΑΝΗΣΥΧΟΥΣΕ Δεν ανησυχεί για το μέλλον. Πιστεύει ότι η Σκάλα θα παραμείνη πάντα το σπίτι της όπερας. Και όσο εκείνος βρίσκεται στη θέση του, τίποτα δεν θα μπορέση να αλλάξη αυτή την παράδοσι. (631, 102, 1015, 729)
lecturer-name: ΤΟΥ κ. ΧΑΡ. ΜΟΣΧΙΔΗ (1394, 1098, 1539, 1111)
theaters-heading: ΤΑ ΘΕΑΜΑΤΑ (1025, 104, 1198, 125)
article-paragraph-7: ΟΙ δε ξένοι πρέπει να δίδουν εις την μεγαλυτέραν... (29, 571, 243, 583)
lecturer-name: ΤΟΥ κ. Δ. ΛΑΥΡΑΣ (1406, 1264, 1526, 1278)
taxi-row: Βαρδαρίου 34-480 (447, 1034, 619, 1045)
lecturer-name: ΤΟΥ κ. Ν. ΚΑΜΠΟΥΡΙΔΗ (1388, 1229, 1544, 1243)
crossword-column-numbers: 1 2 3 4 5 6 7 8 9 (635, 1303, 736, 1314)
problem-heading: ΤΟ ΠΡΟΒΛΗΜΑ (447, 599, 619, 618)
taxi-row: Μητροπόλεως 46-200 (447, 1119, 619, 1131)
theater-photo (1207, 326, 1550, 622)
feature-subhead: ΣΕΒΙΤΗ ΜΕ ΕΥΘΥΝΗ (857, 533, 987, 548)
theaters-subheading: ΤΑ ΘΕΑΤΡΑ (1074, 131, 1149, 145)
cinema-entry: ΑΘΗΝΑ τηλ. 80-156 (1025, 653, 1109, 663)
cinemas-heading: ΟΙ ΚΙΝΗΜΑΤΟΓΡΑΦΟΙ (1025, 296, 1198, 329)
article-paragraph-filler: Η επιχείρησις ανεκοίνωσεν ότι κατά τας προσεχείς ημέρας θα διακοπή το ρεύμα εις ωρισμένας συνοικίας, προκειμένου να γίνουν εργασίαι επισκευής του δικτύου. Οι καταναλωταί παρακαλούνται να λάβουν τα μέτρα των. Αι εργασίαι θα διαρκέσουν από της 8ης πρωινής μέχρι της 2ας μεταμεσημβρινής. (29, 364, 433, 413)
feature-paragraph: Σ' αυτά τα 23 χρόνια έχει παλαίψει ολόκληρη γενεά καλλιτεχνών... (631, 625, 818, 649)
crossword-section: ΤΟ ΣΤΑΥΡΟΛΕΞΟΝ 1 2 3 4 5 6 7 8 9 ΟΡΙΖΟΝΤΙΩΣ: 1) Νήσος (θηλυκώς). 2) Καθώς και το κατωτ. τμήμα. 3) Ήσαν κεφάλαιον ελληνικής ιστορίας. 4) Η αγγελία. 5) Ειδωλολάτραι. 6) Σύνδεσμος. 7) Μέρος της ημέρας. 8) Προσωπική αντωνυμία. 9) Αρχαίος ήρως. 9) Εις αυτό συνήθως αποβαίνουν αι ζωηραί διαφωνίαι. 10) Αιγυπτιακή θεότης. 11) Κύριον όνομα. ΚΑΘΕΤΩΣ: 1) Αίτιον ζωής (μεταφορικώς). 2) Παρακαλούμενος είναι ευγενικός. 3) Αναφέρεται εις γεωργικήν εργασίαν. 4) Ο συντάκτης τον λέγει. 5) Διπλή στα χαρτιά. 6) Είναι ο βασιλεύς. 7) Καθιερώθη. 8) Η αρχή της μουσικής. Η ΛΥΣΙΣ ΤΟΥ ΧΘΕΣΙΝΟΥ Οριζοντίως: 1) ΕΜΠΟΡΙΟΝ. 2) ΚΑΤΑ. 3) ΛΙΜΕΝΑΣ. 4) ΕΛΑΙΑ. 5) ΚΟΝΤΟΣ. Καθέτως: 1) ΕΚΛΟΓΗ. 2) ΜΑΡΑΘΟΣ. 3) ΠΟΛΕΜΟΣ. 4) ΑΡΧΗ. (631, 1254, 1015, 1803)
lecturer-name: ΤΟΥ κ. Ι. ΑΛΕΞΙΟΥ (1407, 1004, 1525, 1017)
feature-subhead: ΣΥΝΕΧΗΣ ΣΤΟ ΘΕΑΤΡΟ (847, 435, 997, 450)
taxi-row: Καλαμαριάς 413-231 (447, 1083, 619, 1094)
cinema-entry: ΒΑΚΟΥΡΗ τηλ. 77-779 (1025, 459, 1121, 469)
photo-figures-icon (1208, 327, 1549, 621)
excursions-banner: Εκδρομική Κίνησις (1207, 1375, 1550, 1424)
taxi-row: Ιπποδρομίου 34-700 (447, 1070, 619, 1082)
taxi-row: Πλατεία Ελευθερίας 54-321 (447, 1144, 619, 1155)
feature-paragraph: Έφτασε ο 23ος χρόνος από τότε πού ο Αντόνιο Γκρινγκέλλι ανέλαβε πρόεδρος του Καλλιτεχνικού συμβουλίου της Σκάλας του Μιλάνου... (631, 356, 818, 404)
exhibition-item: Του Οδ. Κανέλλη (1410, 734, 1522, 748)
serial-byline: του Φιλλανδού συγγραφέως Ούγκο Ράγκενες (29, 1938, 415, 1958)
taxi-row: Άγιος Σοφίας 34-210 (447, 985, 619, 996)
masthead-banner: ΜΑΚΕΔΟΝΙΚΑ ΗΜΕΡΟΛΟΓΙΑ (631, 27, 1543, 96)
cinema-entry: ΣΤΑΡ τηλ. 77-324 (1025, 617, 1098, 628)
feature-name-head: ΑΝΤΟΝΙΟ ΓΚΡΙΝΓΚΕΛΛΙ (631, 120, 1015, 168)
cinema-entry: ΗΛΥΣΙΑ τηλ. 79-511 (1025, 529, 1109, 540)
article-paragraph-2: ΑΡΗΚΟΛΟΥΘΗΣΑ τα διαδεχόμενα καθ' όλην την ημέραν... (29, 206, 278, 218)
cinema-entry: ΠΑΛΛΑΣ τηλ. 78-151 (1025, 564, 1115, 575)
date-number: 25 (521, 47, 545, 66)
projections-heading: ΑΙ ΠΡΟΒΟΛΑΙ (1382, 793, 1550, 810)
national-theater-label: Κρατικόν θέατρον (1230, 173, 1351, 187)
crossword-grid (635, 1316, 817, 1469)
taxi-list (447, 985, 619, 1181)
poem-text: Βαρειά κοιμάται ο γέροντας που πάνω του ο ήλιος απλώνει, κι η γης του δίνει το ψωμί του, στο χωράφι ο σκαφτιάς... Κι όταν το φθινόπωρο φτάση, με τα πρωτοβρόχια, πάλι τ' αλέτρι θα σηκώση, στη γη του θα γυρίση. Θαρρείς πως σκύβει, μα ολόρθος στέκει, σαν δέντρο γερό, και τραγουδά. (447, 267, 619, 360)
lecturer-name: ΤΟΥ κ. Γ. ΓΙΑΝΝΟΥΛΗ (1395, 1051, 1538, 1064)
article-paragraph-filler: Σε όλους τους τομείς της ζωής της πόλεως εξεδηλώθη το ενδιαφέρον, ενώ οι αρχές εξακολουθούν την έρευναν διά να διαπιστώσουν τας ευθύνας. Ο λαός της Θεσσαλονίκης παρηκολούθησε με προσοχήν τα γεγονότα, τα οποία εσχολιάσθησαν εκτενώς εις τα καφενεία και τας πλατείας της πόλεως. (29, 150, 433, 199)
taxi-row: Λευκού Πύργου 31-111 (447, 1107, 619, 1118)
cinema-entry: ΑΘΗΝΑΙΟΝ τηλ. 42-050 (1025, 370, 1127, 381)
cinema-entry: ΕΛΛΗΝΙΣ τηλ. 25-172 (1025, 512, 1118, 522)
cinema-entry: ΑΝΑΤΟΛΙΑ τηλ. 24-537 (1025, 406, 1124, 417)
cinema-entry: ΑΛΚΑΖΑΡ τηλ. 76-181 (1025, 388, 1121, 399)
projection-item: Γερμανική ταινία (1409, 816, 1523, 830)
article-paragraph-filler: Κατά την διάρκειαν του έτους ο αριθμός των επισκεπτών ηυξήθη σημαντικώς. Τα ξενοδοχεία της πόλεως ήσαν πλήρη καθ' όλους τους θερινούς μήνας, ενώ και κατά την χειμερινήν περίοδον η κίνησις εσημείωσεν άνοδον. Η Έκθεσις συνετέλεσεν εις την αύξησιν ταύτην. (29, 455, 433, 491)
cinema-entry: ΕΛΛΑΣ τηλ. 83-127 (1025, 776, 1107, 787)
taxi-row: Αριστοτέλους 44-577 (447, 1021, 619, 1033)
meetings-heading: ΑΙ ΣΥΝΑΞΕΙΣ (1207, 1288, 1550, 1306)
serial-line: —Τίποτα, του είπε εκείνη. (29, 1997, 134, 2008)
cinema-entry: ΑΠΟΛΛΩΝ τηλ. 80-016 (1025, 723, 1124, 734)
taxi-row: Αγ. Δημητρίου 34-873 (447, 1009, 619, 1020)
article-paragraph-filler: ΓΙΑ ΤΟ ΞΕΝΟΔΟΧΕΙΟ: Καλοβολεμένοι οι ξένοι, χαρούμενοι και ευχαριστημένοι από την φιλοξενίαν. ΓΙΑ ΤΟ ΕΣΤΙΑΤΟΡΙΟ: Τα φαγητά ήσαν νόστιμα και αι τιμαί λογικαί. ΓΙΑ ΤΙΣ ΚΑΦΕΤΕΡΙΕΣ: Όλοι εσύχναζον εις την παραλίαν. ΓΙΑ ΤΑ ΖΑΧΑΡΟΠΛΑΣΤΕΙΑ: Τα γλυκίσματα της Θεσσαλονίκης εγνώρισαν φήμην. (29, 515, 433, 564)
philosophy-subtitle: ΦΤΩΧΟΣ ΚΑΙ ΠΛΟΥΣΙΟΣ (456, 540, 611, 554)
